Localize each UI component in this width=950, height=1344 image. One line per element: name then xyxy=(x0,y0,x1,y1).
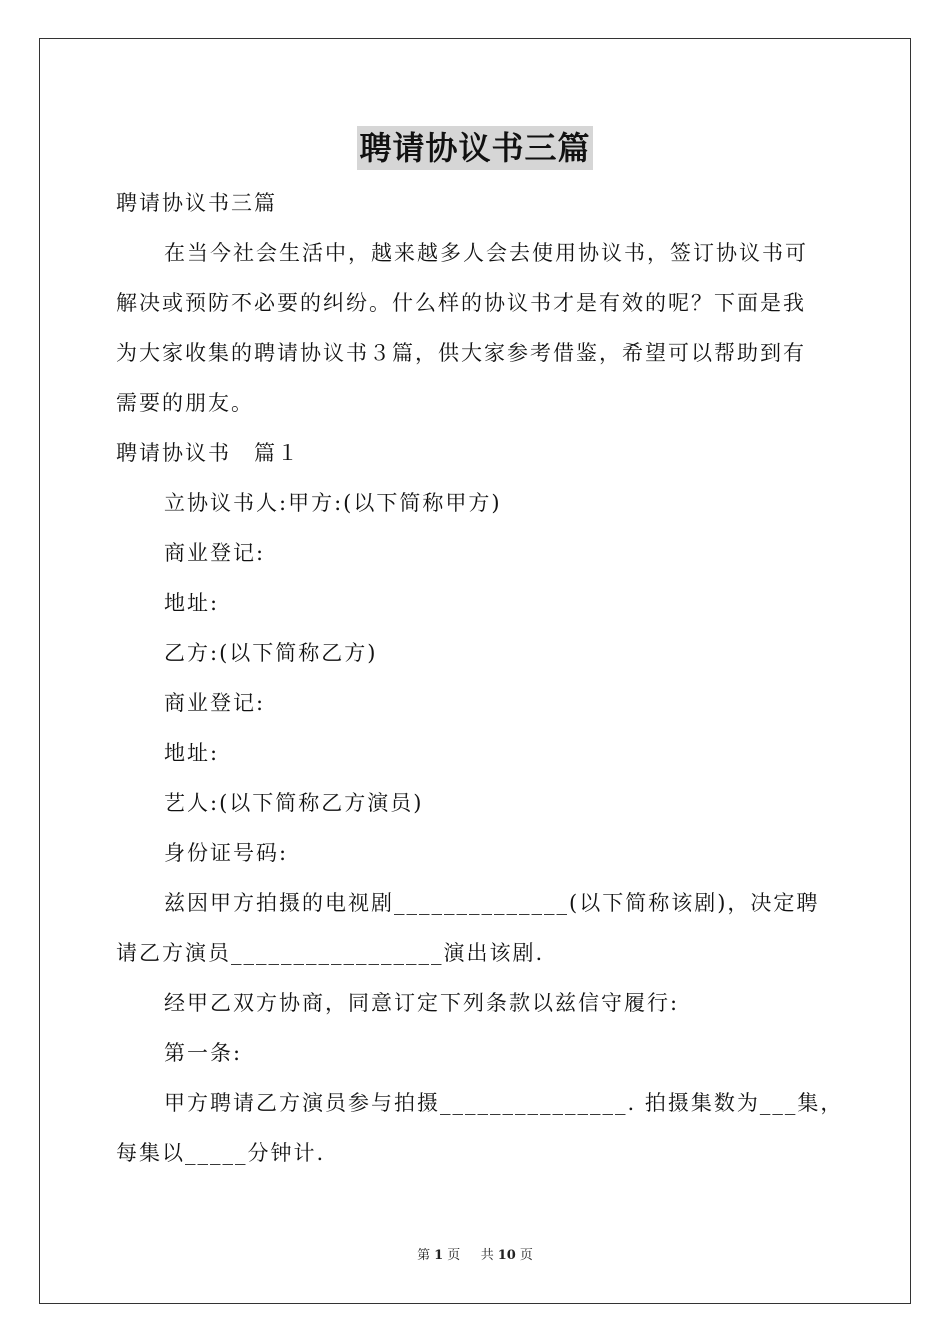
document-line: 商业登记: xyxy=(164,541,266,565)
document-line: 商业登记: xyxy=(164,691,266,715)
document-line: 请乙方演员_________________演出该剧. xyxy=(116,941,545,965)
document-line: 解决或预防不必要的纠纷。什么样的协议书才是有效的呢？下面是我 xyxy=(116,291,806,315)
document-line: 聘请协议书三篇 xyxy=(116,191,277,215)
document-line: 乙方:(以下简称乙方) xyxy=(164,641,378,665)
document-title: 聘请协议书三篇 xyxy=(357,126,592,170)
footer-total-prefix: 共 xyxy=(480,1248,494,1263)
document-line: 立协议书人:甲方:(以下简称甲方) xyxy=(164,491,502,515)
document-line: 聘请协议书 篇１ xyxy=(116,441,300,465)
footer-page-prefix: 第 xyxy=(417,1248,431,1263)
document-line: 兹因甲方拍摄的电视剧______________(以下简称该剧)，决定聘 xyxy=(164,891,820,915)
title-container xyxy=(0,126,950,170)
document-line: 艺人:(以下简称乙方演员) xyxy=(164,791,424,815)
document-line: 每集以_____分钟计. xyxy=(116,1141,326,1165)
document-line: 为大家收集的聘请协议书３篇，供大家参考借鉴，希望可以帮助到有 xyxy=(116,341,806,365)
document-line: 地址: xyxy=(164,741,220,765)
document-body xyxy=(116,178,844,1178)
document-line: 需要的朋友。 xyxy=(116,391,254,415)
footer-page-number: 1 xyxy=(434,1248,444,1263)
document-line: 第一条: xyxy=(164,1041,243,1065)
footer-page-suffix: 页 xyxy=(447,1248,461,1263)
footer-total-suffix: 页 xyxy=(519,1248,533,1263)
page-footer xyxy=(0,1246,950,1266)
footer-total-pages: 10 xyxy=(497,1248,516,1263)
document-line: 甲方聘请乙方演员参与拍摄_______________. 拍摄集数为___集， xyxy=(164,1091,844,1115)
document-line: 经甲乙双方协商，同意订定下列条款以兹信守履行: xyxy=(164,991,680,1015)
document-line: 身份证号码: xyxy=(164,841,289,865)
document-line: 地址: xyxy=(164,591,220,615)
document-line: 在当今社会生活中，越来越多人会去使用协议书，签订协议书可 xyxy=(164,241,808,265)
